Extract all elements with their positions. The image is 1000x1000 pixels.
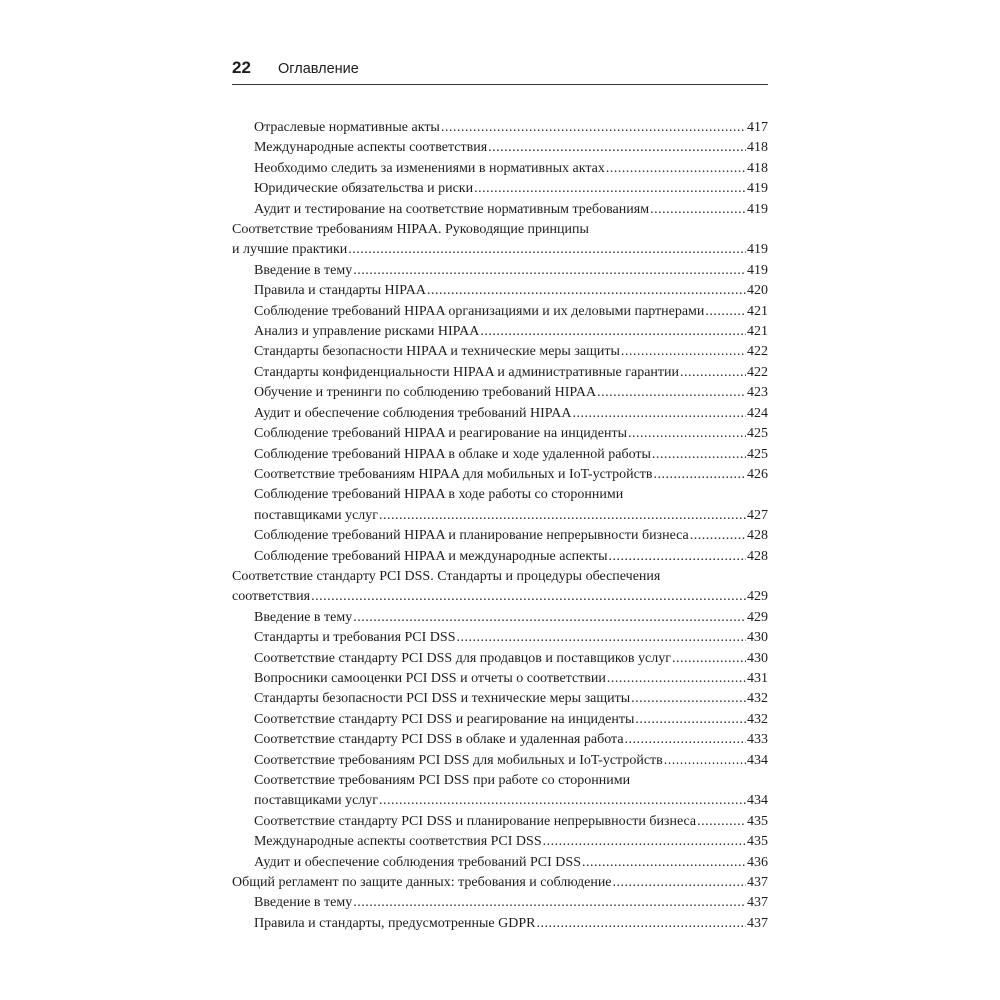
dot-leader: [582, 853, 746, 873]
dot-leader: [427, 281, 746, 301]
toc-section-entry[interactable]: [232, 200, 768, 220]
toc-entry-title-line: Соответствие требованиям HIPAA. Руководящие принципы: [232, 222, 589, 238]
dot-leader: [705, 302, 746, 322]
toc-entry-line: [254, 445, 768, 465]
toc-entry-title: Соответствие стандарту PCI DSS в облаке и удаленная работа: [254, 732, 624, 748]
toc-section-entry[interactable]: [232, 526, 768, 546]
dot-leader: [379, 791, 746, 811]
toc-page-number: 435: [747, 834, 768, 850]
toc-entry-line: [254, 791, 768, 811]
toc-entry-line: [254, 608, 768, 628]
toc-page-number: 429: [747, 589, 768, 605]
dot-leader: [654, 465, 746, 485]
toc-entry-title: Соблюдение требований HIPAA организациями и их деловыми партнерами: [254, 303, 705, 319]
dot-leader: [573, 404, 746, 424]
toc-entry-line: [254, 383, 768, 403]
toc-page-number: 429: [747, 609, 768, 625]
toc-entry-line: [254, 893, 768, 913]
toc-section-entry[interactable]: [232, 445, 768, 465]
toc-entry-line: [254, 526, 768, 546]
dot-leader: [348, 240, 746, 260]
toc-entry-line: [254, 710, 768, 730]
toc-entry-line: [232, 873, 768, 893]
toc-section-entry[interactable]: [232, 281, 768, 301]
toc-entry-title: Общий регламент по защите данных: требования и соблюдение: [232, 875, 612, 891]
dot-leader: [650, 200, 746, 220]
dot-leader: [680, 363, 746, 383]
toc-entry-line: [254, 853, 768, 873]
table-of-contents: [232, 118, 768, 934]
dot-leader: [606, 159, 746, 179]
toc-page-number: 434: [747, 752, 768, 768]
toc-section-entry[interactable]: [232, 322, 768, 342]
toc-page-number: 428: [747, 528, 768, 544]
toc-section-entry[interactable]: [232, 261, 768, 281]
toc-section-entry[interactable]: [232, 649, 768, 669]
toc-page-number: 427: [747, 507, 768, 523]
toc-entry-title: Введение в тему: [254, 609, 353, 625]
toc-entry-title: Аудит и тестирование на соответствие нормативным требованиям: [254, 201, 650, 217]
toc-entry-title: Соответствие стандарту PCI DSS и реагирование на инциденты: [254, 711, 635, 727]
toc-page-number: 434: [747, 793, 768, 809]
toc-section-entry[interactable]: [232, 710, 768, 730]
toc-entry-line: [254, 342, 768, 362]
toc-page-number: 424: [747, 405, 768, 421]
dot-leader: [672, 649, 746, 669]
dot-leader: [613, 873, 746, 893]
toc-entry-title: Стандарты безопасности PCI DSS и технические меры защиты: [254, 691, 631, 707]
toc-entry-line: [254, 547, 768, 567]
page-number: 22: [232, 58, 251, 77]
toc-page-number: 422: [747, 364, 768, 380]
toc-section-entry[interactable]: [232, 608, 768, 628]
dot-leader: [488, 138, 746, 158]
dot-leader: [353, 608, 746, 628]
toc-page-number: 425: [747, 426, 768, 442]
toc-entry-line: [254, 363, 768, 383]
toc-entry-title: Введение в тему: [254, 895, 353, 911]
toc-page-number: 436: [747, 854, 768, 870]
toc-page-number: 420: [747, 283, 768, 299]
toc-section-entry[interactable]: [232, 893, 768, 913]
toc-section-entry[interactable]: [232, 812, 768, 832]
toc-entry-line: [254, 424, 768, 444]
dot-leader: [456, 628, 746, 648]
toc-entry-title: Соответствие требованиям HIPAA для мобильных и IoT-устройств: [254, 466, 653, 482]
dot-leader: [690, 526, 746, 546]
dot-leader: [631, 689, 746, 709]
toc-entry-line: [254, 404, 768, 424]
toc-page-number: 422: [747, 344, 768, 360]
toc-entry-line: [232, 240, 768, 260]
dot-leader: [474, 179, 746, 199]
toc-entry-line: [254, 138, 768, 158]
dot-leader: [353, 893, 746, 913]
running-header: [232, 58, 768, 84]
dot-leader: [537, 914, 747, 934]
dot-leader: [697, 812, 746, 832]
toc-entry-line: [254, 832, 768, 852]
toc-entry-title: Стандарты и требования PCI DSS: [254, 630, 456, 646]
toc-page-number: 426: [747, 466, 768, 482]
toc-section-entry[interactable]: [232, 383, 768, 403]
toc-entry-title-line: Соответствие стандарту PCI DSS. Стандарты и процедуры обеспечения: [232, 568, 661, 584]
dot-leader: [480, 322, 746, 342]
toc-entry-title: Анализ и управление рисками HIPAA: [254, 324, 480, 340]
toc-entry-title: Соблюдение требований HIPAA и реагирование на инциденты: [254, 426, 628, 442]
toc-section-entry[interactable]: [232, 547, 768, 567]
toc-entry-line: [254, 118, 768, 138]
toc-entry-title: Соблюдение требований HIPAA в облаке и ходе удаленной работы: [254, 446, 651, 462]
toc-page-number: 437: [747, 915, 768, 931]
toc-section-entry[interactable]: [232, 302, 768, 322]
header-rule: [232, 84, 768, 85]
toc-entry-title: соответствия: [232, 589, 311, 605]
toc-section-entry[interactable]: [232, 832, 768, 852]
dot-leader: [311, 587, 746, 607]
toc-entry-title: Международные аспекты соответствия: [254, 140, 488, 156]
toc-chapter-entry[interactable]: [232, 873, 768, 893]
toc-page-number: 432: [747, 691, 768, 707]
toc-entry-line: [254, 261, 768, 281]
toc-section-entry[interactable]: [232, 485, 768, 526]
toc-page-number: 435: [747, 813, 768, 829]
toc-section-entry[interactable]: [232, 689, 768, 709]
toc-entry-title: Соответствие требованиям PCI DSS для мобильных и IoT-устройств: [254, 752, 663, 768]
dot-leader: [635, 710, 746, 730]
dot-leader: [625, 730, 746, 750]
toc-entry-title: Отраслевые нормативные акты: [254, 120, 440, 135]
toc-entry-title: Правила и стандарты, предусмотренные GDPR: [254, 915, 536, 931]
dot-leader: [628, 424, 746, 444]
dot-leader: [609, 547, 746, 567]
toc-entry-title: Соответствие стандарту PCI DSS для продавцов и поставщиков услуг: [254, 650, 671, 666]
toc-entry-title: поставщиками услуг: [254, 793, 379, 809]
toc-page-number: 430: [747, 630, 768, 646]
dot-leader: [621, 342, 746, 362]
toc-page-number: 418: [747, 140, 768, 156]
toc-page-number: 419: [747, 181, 768, 197]
toc-page-number: 432: [747, 711, 768, 727]
toc-page-number: 417: [747, 120, 768, 135]
toc-entry-title: Стандарты безопасности HIPAA и технические меры защиты: [254, 344, 620, 360]
toc-entry-line: [254, 649, 768, 669]
toc-entry-line: [254, 628, 768, 648]
toc-entry-title: поставщиками услуг: [254, 507, 379, 523]
toc-page-number: 421: [747, 303, 768, 319]
toc-section-entry[interactable]: [232, 628, 768, 648]
toc-entry-line: [254, 751, 768, 771]
toc-entry-title: Аудит и обеспечение соблюдения требований HIPAA: [254, 405, 572, 421]
toc-entry-title-line: Соблюдение требований HIPAA в ходе работы со сторонними: [254, 487, 624, 503]
toc-entry-title: Стандарты конфиденциальности HIPAA и административные гарантии: [254, 364, 679, 380]
toc-entry-title: Обучение и тренинги по соблюдению требований HIPAA: [254, 385, 597, 401]
toc-entry-title: и лучшие практики: [232, 242, 348, 258]
toc-entry-title: Вопросники самооценки PCI DSS и отчеты о соответствии: [254, 670, 606, 686]
dot-leader: [543, 832, 746, 852]
toc-page-number: 431: [747, 670, 768, 686]
toc-entry-line: [254, 281, 768, 301]
toc-entry-title: Соблюдение требований HIPAA и международные аспекты: [254, 548, 608, 564]
toc-page-number: 437: [747, 895, 768, 911]
toc-section-entry[interactable]: [232, 118, 768, 138]
toc-section-entry[interactable]: [232, 465, 768, 485]
toc-entry-title: Аудит и обеспечение соблюдения требований PCI DSS: [254, 854, 581, 870]
toc-entry-line: [254, 179, 768, 199]
toc-entry-line: [254, 730, 768, 750]
dot-leader: [597, 383, 746, 403]
toc-entry-title: Соблюдение требований HIPAA и планирование непрерывности бизнеса: [254, 528, 689, 544]
toc-section-entry[interactable]: [232, 853, 768, 873]
dot-leader: [607, 669, 746, 689]
dot-leader: [441, 118, 746, 138]
toc-section-entry[interactable]: [232, 179, 768, 199]
toc-page-number: 419: [747, 262, 768, 278]
toc-page-number: 430: [747, 650, 768, 666]
toc-page-number: 425: [747, 446, 768, 462]
toc-chapter-entry[interactable]: [232, 567, 768, 608]
toc-entry-title: Соответствие стандарту PCI DSS и планирование непрерывности бизнеса: [254, 813, 697, 829]
toc-entry-line: [254, 200, 768, 220]
toc-entry-line: [254, 322, 768, 342]
toc-entry-title-line: Соответствие требованиям PCI DSS при работе со сторонними: [254, 773, 631, 788]
toc-page-number: 419: [747, 242, 768, 258]
toc-entry-title: Правила и стандарты HIPAA: [254, 283, 426, 299]
toc-page-number: 419: [747, 201, 768, 217]
toc-section-entry[interactable]: [232, 669, 768, 689]
dot-leader: [652, 445, 746, 465]
toc-page-number: 433: [747, 732, 768, 748]
toc-entry-line: [254, 669, 768, 689]
toc-section-entry[interactable]: [232, 751, 768, 771]
toc-entry-line: [254, 506, 768, 526]
dot-leader: [379, 506, 746, 526]
toc-page-number: 428: [747, 548, 768, 564]
dot-leader: [353, 261, 746, 281]
toc-entry-line: [254, 159, 768, 179]
toc-section-entry[interactable]: [232, 914, 768, 934]
toc-page-number: 423: [747, 385, 768, 401]
toc-section-entry[interactable]: [232, 363, 768, 383]
toc-entry-line: [232, 587, 768, 607]
toc-section-entry[interactable]: [232, 342, 768, 362]
toc-entry-title: Введение в тему: [254, 262, 353, 278]
toc-entry-line: [254, 465, 768, 485]
toc-section-entry[interactable]: [232, 404, 768, 424]
toc-page-number: 437: [747, 875, 768, 891]
toc-entry-title: Международные аспекты соответствия PCI DSS: [254, 834, 542, 850]
toc-entry-line: [254, 914, 768, 934]
section-title: Оглавление: [278, 61, 359, 77]
toc-entry-line: [254, 302, 768, 322]
toc-section-entry[interactable]: [232, 424, 768, 444]
toc-page-number: 418: [747, 160, 768, 176]
toc-section-entry[interactable]: [232, 159, 768, 179]
toc-entry-title: Юридические обязательства и риски: [254, 181, 474, 197]
toc-entry-line: [254, 812, 768, 832]
toc-section-entry[interactable]: [232, 771, 768, 812]
toc-section-entry[interactable]: [232, 138, 768, 158]
dot-leader: [664, 751, 746, 771]
toc-section-entry[interactable]: [232, 730, 768, 750]
toc-entry-line: [254, 689, 768, 709]
toc-chapter-entry[interactable]: [232, 220, 768, 261]
toc-entry-title: Необходимо следить за изменениями в нормативных актах: [254, 160, 605, 176]
toc-page-number: 421: [747, 324, 768, 340]
